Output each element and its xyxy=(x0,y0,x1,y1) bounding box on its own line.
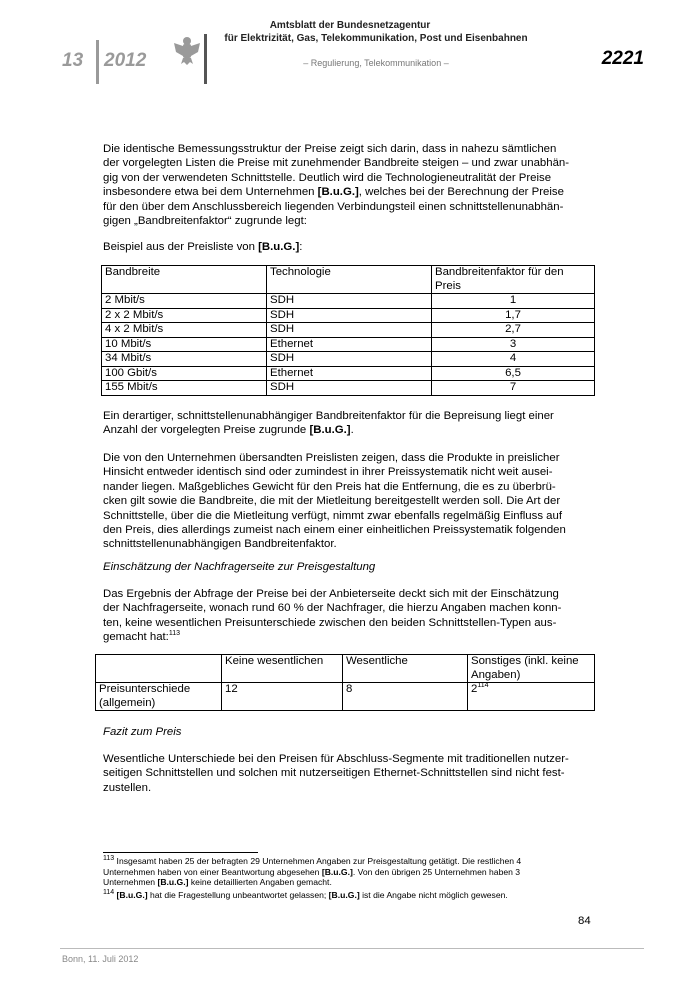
column-header: Bandbreite xyxy=(102,266,267,294)
column-header: Technologie xyxy=(267,266,432,294)
table-row: 2 Mbit/s SDH 1 xyxy=(102,294,595,309)
footnote-113: $^{113}$ Insgesamt haben 25 der befragten 29 Unternehmen Angaben zur Preisgestaltung getätigt. Die restlichen 4 Unternehmen haben von einer Beantwortung abgesehen [B.u.G.]. Von den übrigen 25 Unternehmen haben 3 Unternehmen [B.u.G.] keine detaillierten Angaben gemacht. xyxy=(103,855,522,888)
paragraph-nachfragerseite: Das Ergebnis der Abfrage der Preise bei der Anbieterseite deckt sich mit der Einschätzung der Nachfragerseite, wonach rund 60 % der Nachfrager, die hierzu Angaben machen konn- ten, keine wesentlichen Preisunterschiede zwischen den beiden Schnittstellen-Typen aus- gemacht hat:$^{113}$ xyxy=(103,588,562,644)
section-heading: Einschätzung der Nachfragerseite zur Preisgestaltung xyxy=(103,561,376,573)
table-row: 10 Mbit/s Ethernet 3 xyxy=(102,337,595,352)
table-row: 34 Mbit/s SDH 4 xyxy=(102,352,595,367)
table-row: Preisunterschiede (allgemein) 12 8 $2^{114}$ xyxy=(96,683,595,711)
issue-number: 13 xyxy=(62,50,84,71)
footnote-114: $^{114}$ [B.u.G.] hat die Fragestellung unbeantwortet gelassen; [B.u.G.] ist die Angabe nicht möglich gewesen. xyxy=(103,889,508,900)
footnote-ref[interactable]: 113 xyxy=(168,630,181,638)
table-row: 100 Gbit/s Ethernet 6,5 xyxy=(102,366,595,381)
footer-divider xyxy=(60,948,644,949)
table-row: 155 Mbit/s SDH 7 xyxy=(102,381,595,396)
table-header-row xyxy=(102,266,595,294)
table-header-row: Keine wesentlichen Wesentliche Sonstiges (inkl. keine Angaben) xyxy=(96,655,595,683)
section-heading: Fazit zum Preis xyxy=(103,726,182,738)
price-difference-table xyxy=(95,654,595,711)
paragraph-fazit: Wesentliche Unterschiede bei den Preisen für Abschluss-Segmente mit traditionellen nutzer- seitigen Schnittstellen und solchen mit nutzerseitigen Ethernet-Schnittstellen sind nicht fest- zustellen. xyxy=(103,753,569,794)
example-intro: Beispiel aus der Preisliste von [B.u.G.]: xyxy=(103,241,303,253)
document-page-number: 84 xyxy=(578,915,591,927)
gazette-title: Amtsblatt der Bundesnetzagentur xyxy=(269,20,431,31)
gazette-subtitle: für Elektrizität, Gas, Telekommunikation, Post und Eisenbahnen xyxy=(224,33,528,44)
section-label: – Regulierung, Telekommunikation – xyxy=(303,58,449,68)
table-row: 2 x 2 Mbit/s SDH 1,7 xyxy=(102,308,595,323)
table-row: 4 x 2 Mbit/s SDH 2,7 xyxy=(102,323,595,338)
footer-place-date: Bonn, 11. Juli 2012 xyxy=(62,954,139,964)
issue-year: 2012 xyxy=(104,50,147,71)
paragraph-preislisten: Die von den Unternehmen übersandten Preislisten zeigen, dass die Produkte in preislicher Hinsicht entweder identisch sind oder zumindest in ihrer Preissystematik nicht weit ausei- nander liegen. Maßgebliches Gewicht für den Preis hat die Entfernung, die es zu überbrü- cken gilt sowie die Bandbreite, die mit der Mietleitung bereitgestellt werden soll. Die Art der Schnittstelle, über die die Mietleitung verfügt, nimmt zwar ebenfalls regelmäßig Einfluss auf den Preis, dies allerdings zumeist nach einem einer einheitlichen Preissystematik folgenden schnittstellenunabhängigen Bandbreitenfaktor. xyxy=(103,452,566,551)
footnote-ref[interactable]: 114 xyxy=(477,682,489,690)
paragraph-bandbreitenfaktor: Ein derartiger, schnittstellenunabhängiger Bandbreitenfaktor für die Bepreisung liegt einer Anzahl der vorgelegten Preise zugrunde [B.u.G.]. xyxy=(103,410,554,437)
paragraph-bemessungsstruktur: Die identische Bemessungsstruktur der Preise zeigt sich darin, dass in nahezu sämtlichen der vorgelegten Listen die Preise mit zunehmender Bandbreite steigen – und zwar unabhän- gig von der verwendeten Schnittstelle. Deutlich wird die Technologieneutralität der Preise insbesondere etwa bei dem Unternehmen [B.u.G.], welches bei der Berechnung der Preise für den über dem Anschlussbereich liegenden Verbindungsteil einen schnittstellenunabhän- gigen „Bandbreitenfaktor“ zugrunde legt: xyxy=(103,143,570,228)
column-header: Bandbreitenfaktor für den Preis xyxy=(432,266,595,294)
footnote-divider xyxy=(103,852,258,853)
gazette-page-number: 2221 xyxy=(601,48,644,69)
bandwidth-factor-table xyxy=(101,265,595,396)
